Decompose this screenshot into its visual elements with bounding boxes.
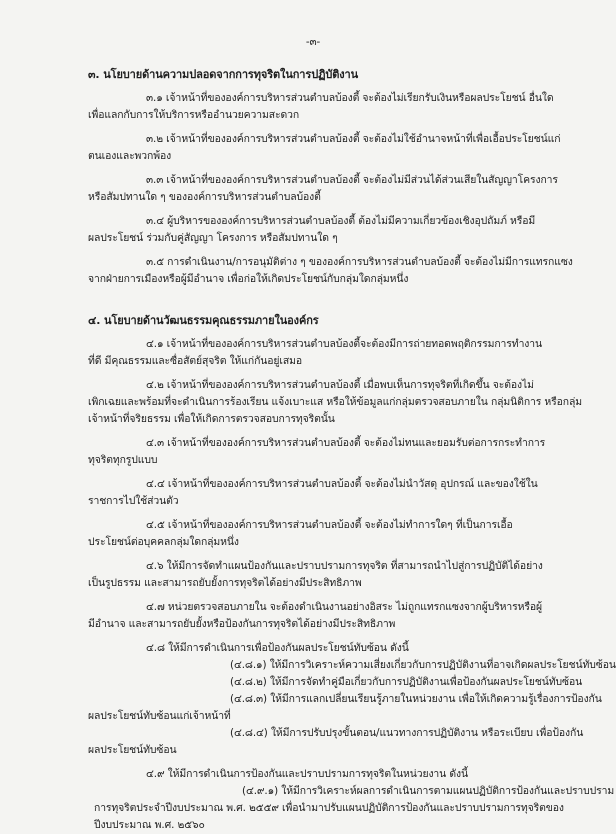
policy-item	[88, 336, 543, 370]
text-line: ๓.๔ ผู้บริหารขององค์การบริหารส่วนตำบลบ้องตี้ ต้องไม่มีความเกี่ยวข้องเชิงอุปถัมภ์ หรือมี	[146, 215, 536, 227]
text-line: (๔.๘.๓) ให้มีการแลกเปลี่ยนเรียนรู้ภายในหน่วยงาน เพื่อให้เกิดความรู้เรื่องการป้องกัน	[230, 693, 602, 705]
policy-item	[88, 599, 543, 633]
text-line: ๔.๔ เจ้าหน้าที่ขององค์การบริหารส่วนตำบลบ้องตี้ จะต้องไม่นำวัสดุ อุปกรณ์ และของใช้ใน	[146, 478, 538, 490]
text-line: จากฝ่ายการเมืองหรือผู้มีอำนาจ เพื่อก่อให้เกิดประโยชน์กับกลุ่มใดกลุ่มหนึ่ง	[88, 273, 409, 285]
text-line: เจ้าหน้าที่จริยธรรม เพื่อให้เกิดการตรวจสอบการทุจริตนั้น	[88, 413, 335, 425]
policy-item	[88, 254, 573, 288]
text-line: ๓.๓ เจ้าหน้าที่ขององค์การบริหารส่วนตำบลบ้องตี้ จะต้องไม่มีส่วนได้ส่วนเสียในสัญญาโครงการ	[146, 174, 558, 186]
text-line: มีอำนาจ และสามารถยับยั้งหรือป้องกันการทุจริตได้อย่างมีประสิทธิภาพ	[88, 618, 396, 630]
text-line: ๔.๕ เจ้าหน้าที่ขององค์การบริหารส่วนตำบลบ้องตี้ จะต้องไม่ทำการใดๆ ที่เป็นการเอื้อ	[146, 519, 513, 531]
policy-item	[88, 640, 616, 759]
text-line: หรือสัมปทานใด ๆ ขององค์การบริหารส่วนตำบลบ้องตี้	[88, 191, 321, 203]
text-line: ๔.๙ ให้มีการดำเนินการป้องกันและปราบปรามการทุจริตในหน่วยงาน ดังนี้	[146, 768, 468, 780]
text-line: ตนเองและพวกพ้อง	[88, 150, 172, 162]
policy-item	[88, 90, 554, 124]
document-body	[88, 66, 616, 834]
text-line: เพิกเฉยและพร้อมที่จะดำเนินการร้องเรียน แจ้งเบาะแส หรือให้ข้อมูลแก่กลุ่มตรวจสอบภายใน กลุ่มนิติการ หรือกลุ่ม	[88, 396, 583, 408]
text-line: ๔.๓ เจ้าหน้าที่ขององค์การบริหารส่วนตำบลบ้องตี้ จะต้องไม่ทนและยอมรับต่อการกระทำการ	[146, 437, 546, 449]
text-line: ปีงบประมาณ พ.ศ. ๒๕๖๐	[94, 819, 205, 831]
section-heading: ๓. นโยบายด้านความปลอดจากการทุจริตในการปฏิบัติงาน	[88, 68, 359, 81]
section-gap	[88, 295, 538, 312]
text-line: ประโยชน์ต่อบุคคลกลุ่มใดกลุ่มหนึ่ง	[88, 536, 239, 548]
policy-item	[88, 766, 615, 834]
text-line: ๔.๑ เจ้าหน้าที่ขององค์การบริหารส่วนตำบลบ้องตี้จะต้องมีการถ่ายทอดพฤติกรรมการทำงาน	[146, 338, 543, 350]
text-line: ๔.๗ หน่วยตรวจสอบภายใน จะต้องดำเนินงานอย่างอิสระ ไม่ถูกแทรกแซงจากผู้บริหารหรือผู้	[146, 601, 543, 613]
page-number: -๓-	[305, 36, 321, 48]
text-line: เพื่อแลกกับการให้บริการหรืออำนวยความสะดวก	[88, 109, 300, 121]
text-line: เป็นรูปธรรม และสามารถยับยั้งการทุจริตได้อย่างมีประสิทธิภาพ	[88, 577, 362, 589]
text-line: ทุจริตทุกรูปแบบ	[88, 454, 158, 466]
policy-item	[88, 131, 561, 165]
text-line: (๔.๘.๒) ให้มีการจัดทำคู่มือเกี่ยวกับการปฏิบัติงานเพื่อป้องกันผลประโยชน์ทับซ้อน	[230, 676, 583, 688]
text-line: การทุจริตประจำปีงบประมาณ พ.ศ. ๒๕๕๙ เพื่อนำมาปรับแผนปฏิบัติการป้องกันและปราบปรามการทุจริตของ	[94, 802, 564, 814]
text-line: ผลประโยชน์ทับซ้อนแก่เจ้าหน้าที่	[88, 710, 231, 722]
text-line: (๔.๘.๑) ให้มีการวิเคราะห์ความเสี่ยงเกี่ยวกับการปฏิบัติงานที่อาจเกิดผลประโยชน์ทับซ้อน	[230, 659, 616, 671]
text-line: ๔.๖ ให้มีการจัดทำแผนป้องกันและปราบปรามการทุจริต ที่สามารถนำไปสู่การปฏิบัติได้อย่าง	[146, 560, 543, 572]
text-line: ๓.๒ เจ้าหน้าที่ขององค์การบริหารส่วนตำบลบ้องตี้ จะต้องไม่ใช้อำนาจหน้าที่เพื่อเอื้อประโยชน์แก่	[146, 133, 561, 145]
policy-item	[88, 172, 558, 206]
text-line: ผลประโยชน์ทับซ้อน	[88, 744, 177, 756]
text-line: ๔.๒ เจ้าหน้าที่ขององค์การบริหารส่วนตำบลบ้องตี้ เมื่อพบเห็นการทุจริตที่เกิดขึ้น จะต้องไม่	[146, 379, 534, 391]
policy-item	[88, 558, 543, 592]
text-line: ๔.๘ ให้มีการดำเนินการเพื่อป้องกันผลประโยชน์ทับซ้อน ดังนี้	[146, 642, 409, 654]
text-line: ผลประโยชน์ ร่วมกับคู่สัญญา โครงการ หรือสัมปทานใด ๆ	[88, 232, 338, 244]
text-line: ๓.๑ เจ้าหน้าที่ขององค์การบริหารส่วนตำบลบ้องตี้ จะต้องไม่เรียกรับเงินหรือผลประโยชน์ อื่นใด	[146, 92, 554, 104]
policy-item	[88, 213, 538, 247]
text-line: ๓.๕ การดำเนินงาน/การอนุมัติต่าง ๆ ขององค์การบริหารส่วนตำบลบ้องตี้ จะต้องไม่มีการแทรกแซง	[146, 256, 573, 268]
text-line: ที่ดี มีคุณธรรมและซื่อสัตย์สุจริต ให้แก่กันอยู่เสมอ	[88, 355, 302, 367]
text-line: (๔.๘.๔) ให้มีการปรับปรุงขั้นตอน/แนวทางการปฏิบัติงาน หรือระเบียบ เพื่อป้องกัน	[230, 727, 584, 739]
policy-item	[88, 476, 538, 510]
text-line: (๔.๙.๑) ให้มีการวิเคราะห์ผลการดำเนินการตามแผนปฏิบัติการป้องกันและปราบปราม	[242, 785, 615, 797]
policy-item	[88, 435, 546, 469]
section-heading: ๔. นโยบายด้านวัฒนธรรมคุณธรรมภายในองค์กร	[88, 314, 319, 327]
text-line: ราชการไปใช้ส่วนตัว	[88, 495, 179, 507]
policy-item	[88, 517, 538, 551]
policy-item	[88, 377, 583, 428]
